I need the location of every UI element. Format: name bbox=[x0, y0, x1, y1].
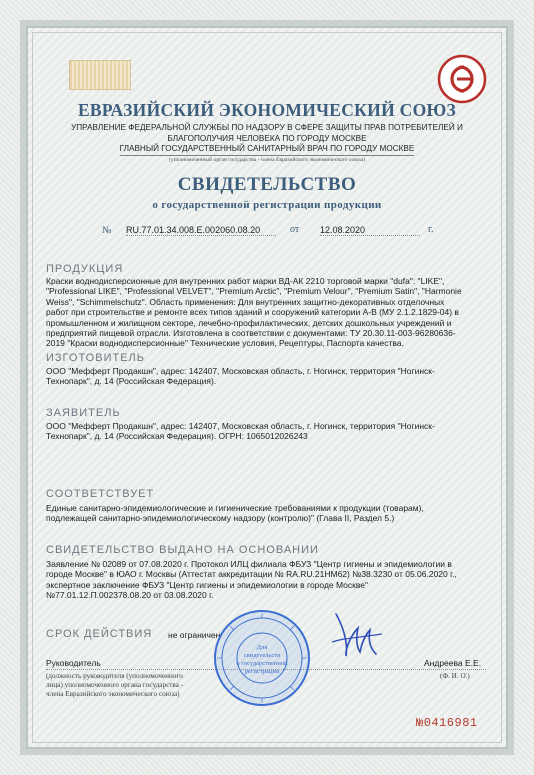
basis-line: №77.01.12.П.002378.08.20 от 03.08.2020 г. bbox=[46, 590, 214, 601]
hologram-sticker bbox=[69, 60, 131, 90]
product-line: Краски воднодисперсионные для внутренних работ марки ВД-АК 2210 торговой марки "dufa": "LIKE", bbox=[46, 276, 445, 286]
section-title-validity: СРОК ДЕЙСТВИЯ bbox=[46, 628, 153, 640]
document-subtitle: о государственной регистрации продукции bbox=[152, 199, 382, 211]
compliance-line: Единые санитарно-эпидемиологические и гигиенические требованиями к продукции (товарам), bbox=[46, 503, 424, 513]
handwritten-signature-icon bbox=[326, 604, 386, 664]
section-title-manufacturer: ИЗГОТОВИТЕЛЬ bbox=[46, 352, 145, 364]
product-line: работ при строительстве и ремонте всех типов зданий и сооружений категории А-В (МУ 2.1.2.1829-04) в bbox=[46, 307, 459, 318]
seal-text-line: регистрации bbox=[244, 668, 280, 675]
applicant-line: Технопарк", д. 14 (Российская Федерация). ОГРН: 1065012026243 bbox=[46, 431, 308, 442]
role-note-line: (должность руководителя (уполномоченного bbox=[46, 672, 183, 680]
authority-line-1: УПРАВЛЕНИЕ ФЕДЕРАЛЬНОЙ СЛУЖБЫ ПО НАДЗОРУ В СФЕРЕ ЗАЩИТЫ ПРАВ ПОТРЕБИТЕЛЕЙ И bbox=[71, 123, 463, 132]
validity-value: не ограничен bbox=[168, 630, 221, 640]
number-label: № bbox=[102, 225, 112, 236]
basis-line: Заявление № 02089 от 07.08.2020 г. Протокол ИЛЦ филиала ФБУЗ "Центр гигиены и эпидемиологии в bbox=[46, 559, 452, 569]
role-note-line: члена Евразийского экономического союза) bbox=[46, 690, 180, 698]
year-suffix: г. bbox=[428, 224, 434, 235]
authority-note: (уполномоченный орган государства - члена Евразийского экономического союза) bbox=[169, 157, 365, 163]
product-line: 2019 "Краски воднодисперсионные" Технические условия, Рецептуры, Паспорта качества. bbox=[46, 338, 404, 349]
seal-text-line: Для bbox=[256, 644, 268, 651]
role-label: Руководитель bbox=[46, 658, 101, 668]
section-title-applicant: ЗАЯВИТЕЛЬ bbox=[46, 407, 121, 419]
authority-line-2: БЛАГОПОЛУЧИЯ ЧЕЛОВЕКА ПО ГОРОДУ МОСКВЕ bbox=[167, 133, 367, 143]
compliance-line: подлежащей санитарно-эпидемиологическому надзору (контролю)" (Глава II, Раздел 5.) bbox=[46, 513, 395, 524]
compliance-details bbox=[46, 503, 486, 524]
name-note: (Ф. И. О.) bbox=[440, 672, 470, 680]
product-line: "Professional LIKE", "Professional VELVET", "Premium Arctic", "Premium Velour", "Premium Satin", "Harmonie bbox=[46, 286, 462, 297]
basis-details bbox=[46, 559, 486, 601]
official-seal-icon bbox=[212, 608, 312, 708]
signer-name: Андреева Е.Е. bbox=[424, 658, 482, 668]
manufacturer-line: Технопарк", д. 14 (Российская Федерация). bbox=[46, 376, 217, 387]
section-title-compliance: СООТВЕТСТВУЕТ bbox=[46, 488, 155, 500]
authority-line-3: ГЛАВНЫЙ ГОСУДАРСТВЕННЫЙ САНИТАРНЫЙ ВРАЧ ПО ГОРОДУ МОСКВЕ bbox=[120, 144, 415, 156]
applicant-line: ООО "Мефферт Продакшн", адрес: 142407, Московская область, г. Ногинск, территория "Ногинск- bbox=[46, 421, 435, 431]
seal-text-line: свидетельств bbox=[243, 652, 281, 659]
manufacturer-details bbox=[46, 366, 486, 387]
basis-line: экспертное заключение ФБУЗ "Центр гигиены и эпидемиологии в городе Москве" bbox=[46, 579, 369, 590]
product-line: промышленном и жилищном секторе, лечебно-профилактических, детских дошкольных учреждений и bbox=[46, 317, 452, 328]
date-label: от bbox=[290, 224, 300, 235]
document-date: 12.08.2020 bbox=[320, 225, 420, 236]
manufacturer-line: ООО "Мефферт Продакшн", адрес: 142407, Московская область, г. Ногинск, территория "Ногинск- bbox=[46, 366, 435, 376]
product-description bbox=[46, 276, 486, 349]
section-title-product: ПРОДУКЦИЯ bbox=[46, 263, 124, 275]
document-title: СВИДЕТЕЛЬСТВО bbox=[177, 174, 357, 195]
sanitary-logo-icon bbox=[437, 54, 487, 104]
applicant-details bbox=[46, 421, 486, 442]
document-number: RU.77.01.34.008.Е.002060.08.20 bbox=[126, 225, 276, 236]
authority-name bbox=[36, 123, 498, 156]
union-title: ЕВРАЗИЙСКИЙ ЭКОНОМИЧЕСКИЙ СОЮЗ bbox=[77, 100, 457, 120]
role-note-line: лица) уполномоченного органа государства - bbox=[46, 681, 184, 689]
product-line: предприятий пищевой отрасли. Изготовлена в соответствии с документами: ТУ 20.30.11-003-96280636- bbox=[46, 328, 456, 339]
basis-line: городе Москве" в ЮАО г. Москвы (Аттестат аккредитации № RA.RU.21НМ62) №38.3230 от 05.06.2020 г., bbox=[46, 569, 457, 580]
product-line: Weiss", "Schimmelschutz". Область применения: Для внутренних защитно-декоративных отделочных bbox=[46, 296, 445, 307]
section-title-basis: СВИДЕТЕЛЬСТВО ВЫДАНО НА ОСНОВАНИИ bbox=[46, 544, 319, 556]
serial-number: №0416981 bbox=[416, 716, 478, 730]
role-note bbox=[46, 672, 183, 699]
seal-text-line: о государственной bbox=[236, 660, 288, 667]
